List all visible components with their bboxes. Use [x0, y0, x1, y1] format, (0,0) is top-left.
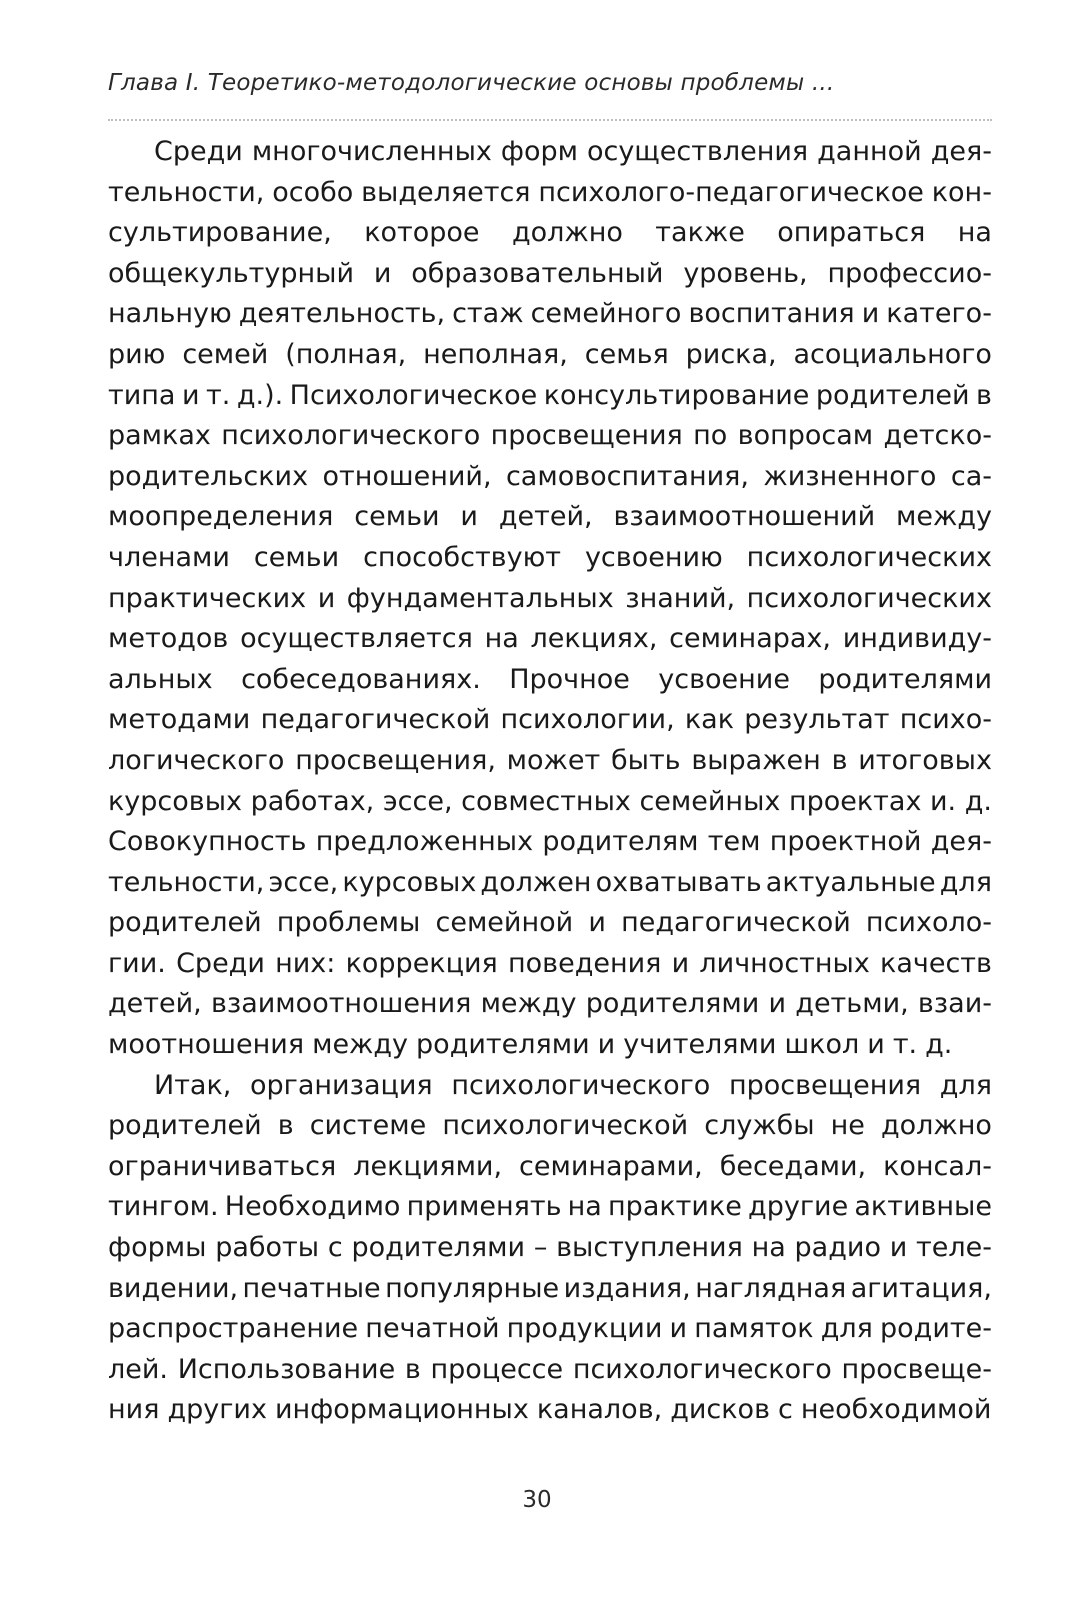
- text-line: тельности, эссе, курсовых должен охватывать актуальные для: [108, 866, 992, 898]
- text-line: Итак, организация психологического просвещения для: [154, 1069, 992, 1101]
- text-line: лей. Использование в процессе психологического просвеще-: [108, 1353, 992, 1385]
- running-header: Глава I. Теоретико-методологические основы проблемы ...: [108, 70, 835, 96]
- text-line: формы работы с родителями – выступления на радио и теле-: [108, 1232, 992, 1264]
- text-line: членами семьи способствуют усвоению психологических: [108, 541, 992, 573]
- text-line: ния других информационных каналов, дисков с необходимой: [108, 1394, 992, 1426]
- text-line: моотношения между родителями и учителями школ и т. д.: [108, 1029, 953, 1061]
- text-line: тингом. Необходимо применять на практике другие активные: [108, 1191, 992, 1223]
- text-line: рамках психологического просвещения по вопросам детско-: [108, 420, 992, 452]
- text-line: родительских отношений, самовоспитания, жизненного са-: [108, 460, 992, 492]
- text-line: общекультурный и образовательный уровень, профессио-: [108, 257, 992, 289]
- text-line: альных собеседованиях. Прочное усвоение родителями: [108, 663, 992, 695]
- text-line: ограничиваться лекциями, семинарами, беседами, консал-: [108, 1150, 992, 1182]
- text-line: сультирование, которое должно также опираться на: [108, 217, 992, 249]
- text-line: методов осуществляется на лекциях, семинарах, индивиду-: [108, 623, 992, 655]
- text-line: практических и фундаментальных знаний, психологических: [108, 582, 992, 614]
- header-divider: [108, 119, 992, 121]
- text-line: тельности, особо выделяется психолого-педагогическое кон-: [108, 176, 992, 208]
- page-number: 30: [522, 1487, 552, 1513]
- text-line: Совокупность предложенных родителям тем проектной дея-: [108, 826, 992, 858]
- text-line: курсовых работах, эссе, совместных семейных проектах и. д.: [108, 785, 992, 817]
- text-line: нальную деятельность, стаж семейного воспитания и катего-: [108, 298, 992, 330]
- text-line: логического просвещения, может быть выражен в итоговых: [108, 744, 992, 776]
- text-line: видении, печатные популярные издания, наглядная агитация,: [108, 1272, 992, 1304]
- text-line: гии. Среди них: коррекция поведения и личностных качеств: [108, 947, 992, 979]
- text-line: родителей в системе психологической службы не должно: [108, 1110, 992, 1142]
- text-line: рию семей (полная, неполная, семья риска, асоциального: [108, 338, 992, 370]
- text-line: методами педагогической психологии, как результат психо-: [108, 704, 992, 736]
- text-line: типа и т. д.). Психологическое консультирование родителей в: [108, 379, 992, 411]
- text-line: родителей проблемы семейной и педагогической психоло-: [108, 907, 992, 939]
- text-line: распространение печатной продукции и памяток для родите-: [108, 1313, 992, 1345]
- text-line: детей, взаимоотношения между родителями и детьми, взаи-: [108, 988, 992, 1020]
- body-text: [108, 132, 992, 1431]
- text-line: моопределения семьи и детей, взаимоотношений между: [108, 501, 992, 533]
- text-line: Среди многочисленных форм осуществления данной дея-: [154, 136, 992, 167]
